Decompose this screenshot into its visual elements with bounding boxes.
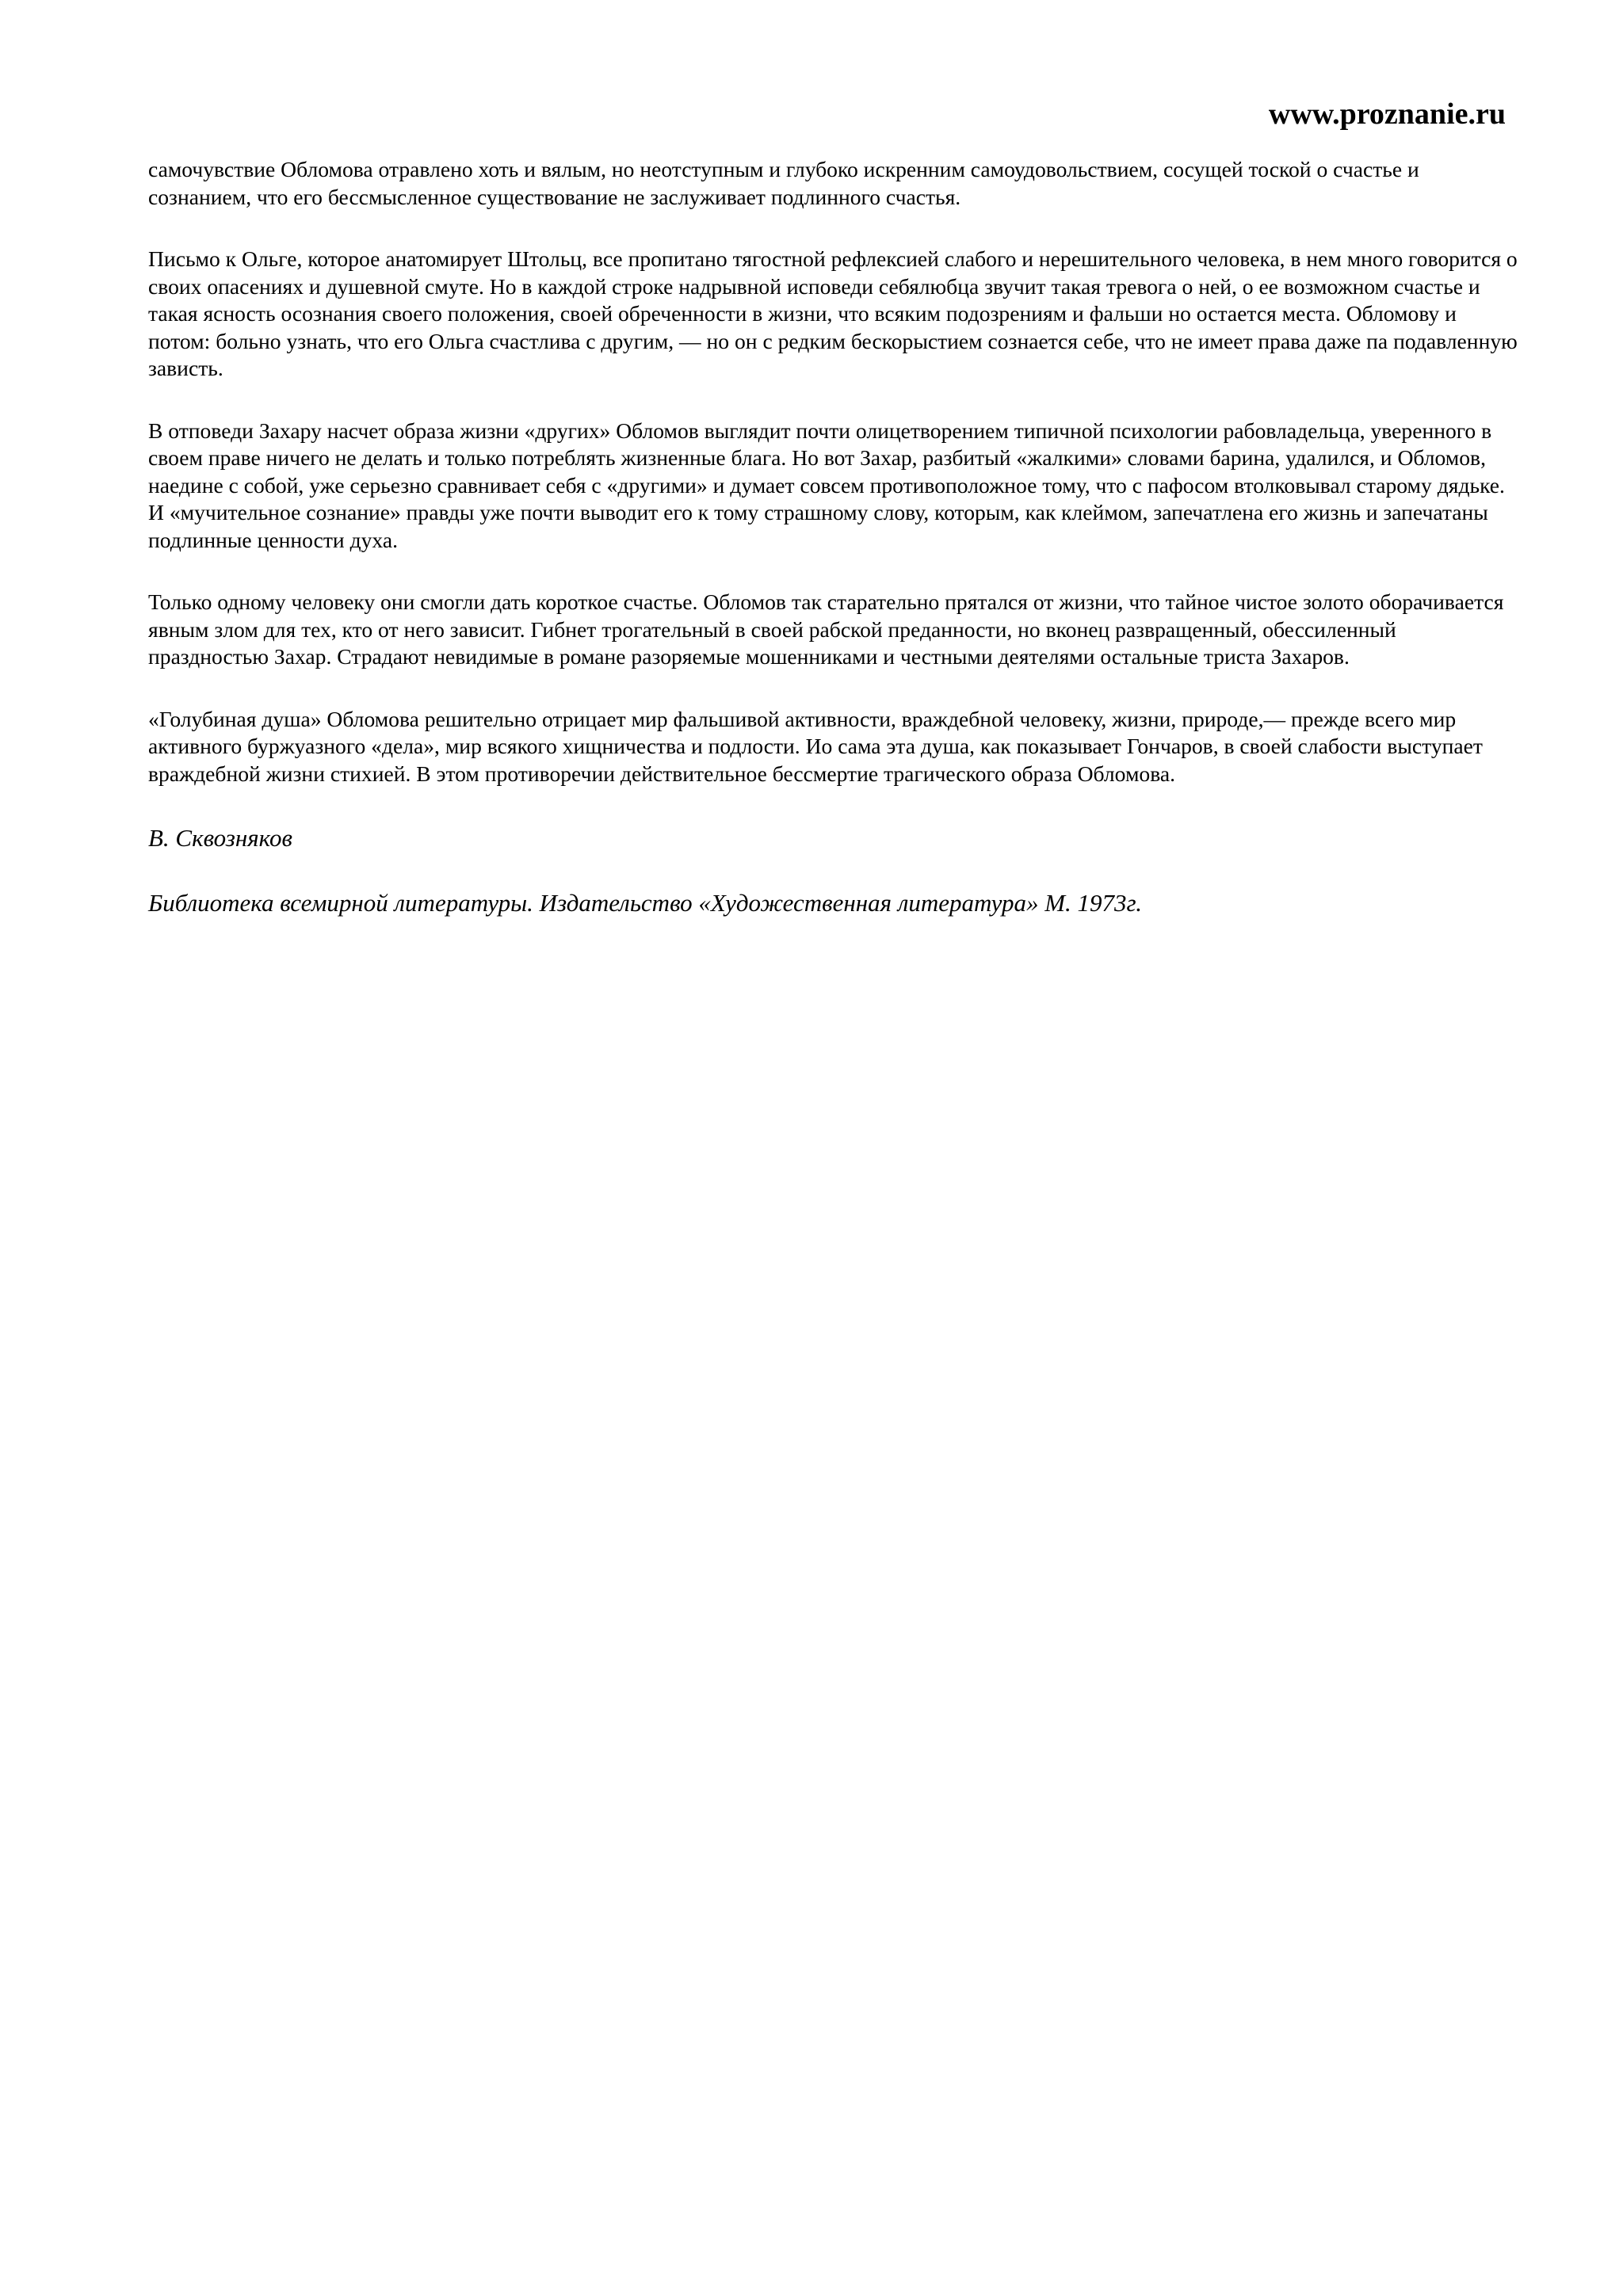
article-source: Библиотека всемирной литературы. Издательство «Художественная литература» М. 1973г. bbox=[148, 889, 1142, 917]
article-author: В. Сквозняков bbox=[148, 824, 292, 852]
article-paragraph: В отповеди Захару насчет образа жизни «других» Обломов выглядит почти олицетворением типичной психологии рабовладельца, уверенного в своем праве ничего не делать и только потреблять жизненные блага. Но вот Захар, разбитый «жалкими» словами барина, удалился, и Обломов, наедине с собой, уже серьезно сравнивает себя с «другими» и думает совсем противоположное тому, что с пафосом втолковывал старому дядьке. И «мучительное сознание» правды уже почти выводит его к тому страшному слову, которым, как клеймом, запечатлена его жизнь и запечатаны подлинные ценности духа. bbox=[148, 418, 1505, 552]
article-body bbox=[148, 156, 1519, 919]
article-paragraph: «Голубиная душа» Обломова решительно отрицает мир фальшивой активности, враждебной человеку, жизни, природе,— прежде всего мир активного буржуазного «дела», мир всякого хищничества и подлости. Ио сама эта душа, как показывает Гончаров, в своей слабости выступает враждебной жизни стихией. В этом противоречии действительное бессмертие трагического образа Обломова. bbox=[148, 706, 1483, 786]
article-paragraph: Письмо к Ольге, которое анатомирует Штольц, все пропитано тягостной рефлексией слабого и нерешительного человека, в нем много говорится о своих опасениях и душевной смуте. Но в каждой строке надрывной исповеди себялюбца звучит такая тревога о ней, о ее возможном счастье и такая ясность осознания своего положения, своей обреченности в жизни, что всяким подозрениям и фальши но остается места. Обломову и потом: больно узнать, что его Ольга счастлива с другим, — но он с редким бескорыстием сознается себе, что не имеет права даже па подавленную зависть. bbox=[148, 246, 1518, 380]
site-url[interactable]: www.proznanie.ru bbox=[1268, 97, 1506, 131]
article-paragraph: Только одному человеку они смогли дать короткое счастье. Обломов так старательно прятался от жизни, что тайное чистое золото оборачивается явным злом для тех, кто от него зависит. Гибнет трогательный в своей рабской преданности, но вконец развращенный, обессиленный праздностью Захар. Страдают невидимые в романе разоряемые мошенниками и честными деятелями остальные триста Захаров. bbox=[148, 589, 1504, 669]
article-paragraph: самочувствие Обломова отравлено хоть и вялым, но неотступным и глубоко искренним самоудовольствием, сосущей тоской о счастье и сознанием, что его бессмысленное существование не заслуживает подлинного счастья. bbox=[148, 157, 1419, 209]
